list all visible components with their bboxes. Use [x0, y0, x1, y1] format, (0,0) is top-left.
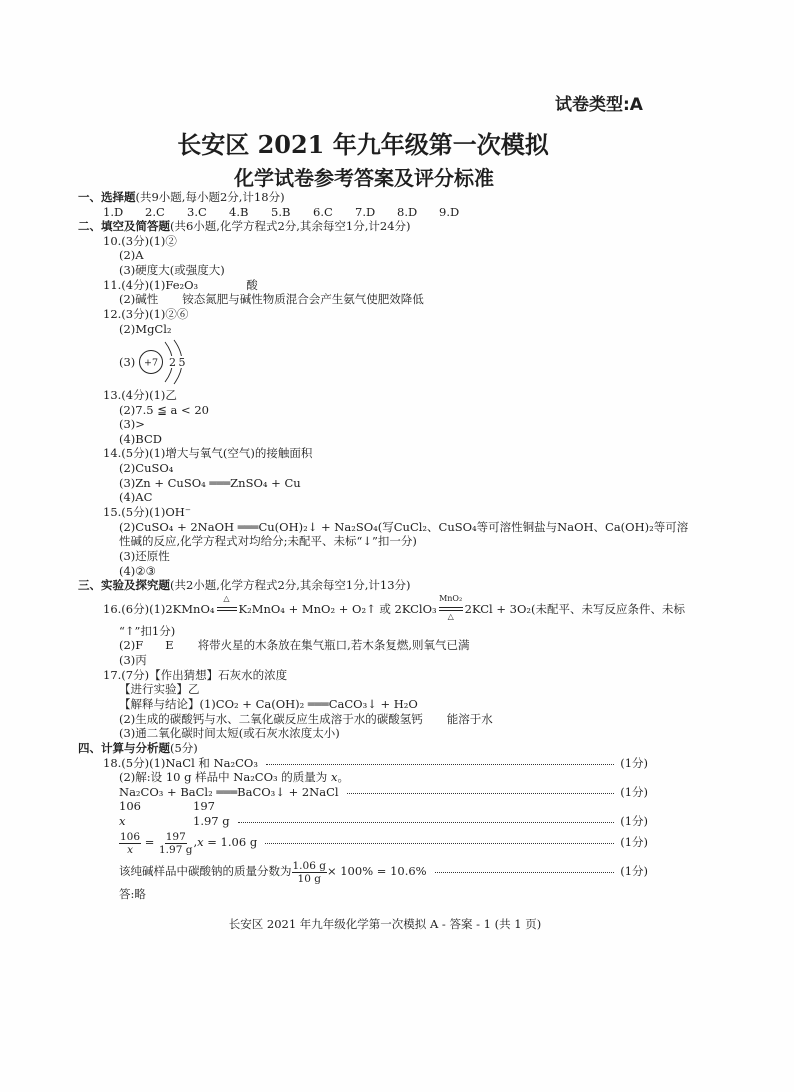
score-label: (1分) [620, 835, 648, 849]
fraction-1 [119, 831, 141, 856]
heat-symbol: △ [447, 612, 454, 621]
choice-answer: 7.D [355, 205, 376, 219]
unknown-mass: x [119, 814, 126, 828]
heat-symbol: △ [223, 594, 230, 603]
q11-answer-1: 11.(4分)(1)Fe₂O₃ [103, 278, 199, 292]
fraction-3-denominator: 10 g [297, 872, 321, 885]
q14-line-3: (3)Zn + CuSO₄ ═══ZnSO₄ + Cu [119, 476, 301, 490]
q15-line-2-continued: 性碱的反应,化学方程式对均给分;未配平、未标“↓”扣一分) [119, 534, 417, 548]
q12-line-3-label: (3) [119, 355, 136, 369]
q18-quantity-line [119, 814, 648, 828]
result-separator: , [193, 835, 198, 849]
fraction-2 [158, 831, 193, 856]
section-4-title: 四、计算与分析题 [78, 741, 170, 755]
equals-sign: = [141, 835, 158, 849]
result-value: = 1.06 g [203, 835, 258, 849]
molar-mass-baco3: 197 [193, 799, 215, 813]
q18-quantity-values [119, 814, 230, 828]
q16-line-2 [119, 638, 470, 652]
score-label: (1分) [620, 756, 648, 770]
reaction-condition-catalyst-heat [439, 594, 463, 621]
q17-line-1: 17.(7分)【作出猜想】石灰水的浓度 [103, 668, 288, 682]
percentage-label: 该纯碱样品中碳酸钠的质量分数为 [119, 864, 292, 878]
result-variable: x [197, 835, 204, 849]
q15-line-3: (3)还原性 [119, 549, 170, 563]
section-4-note: (5分) [170, 741, 198, 755]
choice-answer: 3.C [187, 205, 207, 219]
q18-line-1 [103, 756, 648, 770]
molar-mass-na2co3: 106 [119, 799, 141, 813]
electron-shell-2-count: 5 [178, 356, 186, 369]
score-label: (1分) [620, 785, 648, 799]
q16-answer-2b: E [165, 638, 174, 652]
q15-line-2: (2)CuSO₄ + 2NaOH ═══Cu(OH)₂↓ + Na₂SO₄(写CuCl₂、CuSO₄等可溶性铜盐与NaOH、Ca(OH)₂等可溶 [119, 520, 689, 534]
section-1-heading [78, 190, 285, 204]
q18-percentage [119, 857, 427, 885]
q14-line-1: 14.(5分)(1)增大与氧气(空气)的接触面积 [103, 446, 313, 460]
section-3-heading [78, 578, 411, 592]
q17-line-4 [119, 712, 493, 726]
fraction-1-denominator: x [127, 843, 133, 856]
exam-title: 长安区 2021 年九年级第一次模拟 [177, 130, 549, 159]
fraction-3-numerator: 1.06 g [292, 859, 326, 872]
double-equals-line [217, 607, 237, 611]
section-1-note: (共9小题,每小题2分,计18分) [135, 190, 285, 204]
electron-shell-1-count: 2 [169, 356, 176, 369]
nucleus-charge: +7 [143, 357, 159, 369]
dotted-leader [435, 872, 615, 873]
section-1-title: 一、选择题 [78, 190, 136, 204]
fraction-3 [292, 860, 327, 885]
q14-line-4: (4)AC [119, 490, 153, 504]
given-mass: 1.97 g [193, 814, 230, 828]
atom-structure-diagram [138, 338, 194, 388]
choice-answer: 2.C [145, 205, 165, 219]
q18-line-2 [119, 770, 349, 784]
q12-line-2: (2)MgCl₂ [119, 322, 172, 336]
q18-answer-line: 答:略 [119, 887, 146, 901]
dotted-leader [347, 793, 615, 794]
page-footer: 长安区 2021 年九年级化学第一次模拟 A - 答案 - 1 (共 1 页) [228, 917, 542, 931]
q13-line-3: (3)> [119, 417, 145, 431]
q18-equation-line [119, 785, 648, 799]
q18-equation: Na₂CO₃ + BaCl₂ ═══BaCO₃↓ + 2NaCl [119, 785, 339, 799]
q16-line-1-continued: “↑”扣1分) [119, 624, 176, 638]
q11-answer-2b: 铵态氮肥与碱性物质混合会产生氨气使肥效降低 [182, 292, 424, 306]
q16-line-1 [103, 594, 686, 621]
section-2-title: 二、填空及简答题 [78, 219, 170, 233]
q18-proportion [119, 828, 257, 856]
q17-line-5: (3)通二氧化碳时间太短(或石灰水浓度太小) [119, 726, 340, 740]
q17-line-2: 【进行实验】乙 [119, 682, 200, 696]
q16-part-2: K₂MnO₄ + MnO₂ + O₂↑ 或 2KClO₃ [238, 602, 437, 616]
choice-answers [103, 205, 481, 219]
dotted-leader [265, 843, 614, 844]
exam-subtitle: 化学试卷参考答案及评分标准 [234, 166, 494, 190]
choice-answer: 9.D [439, 205, 460, 219]
q10-line-2: (2)A [119, 248, 144, 262]
percentage-result: × 100% = 10.6% [326, 864, 427, 878]
q17-answer-4a: (2)生成的碳酸钙与水、二氧化碳反应生成溶于水的碳酸氢钙 [119, 712, 423, 726]
section-2-heading [78, 219, 411, 233]
q12-line-1: 12.(3分)(1)②⑥ [103, 307, 189, 321]
q18-answer-1: 18.(5分)(1)NaCl 和 Na₂CO₃ [103, 756, 258, 770]
q16-part-3: 2KCl + 3O₂(未配平、未写反应条件、未标 [464, 602, 686, 616]
q15-line-4: (4)②③ [119, 564, 156, 578]
paper-type-label: 试卷类型:A [555, 95, 643, 115]
choice-answer: 6.C [313, 205, 333, 219]
q11-line-2 [119, 292, 424, 306]
section-3-title: 三、实验及探究题 [78, 578, 170, 592]
q18-setup-variable: x [330, 770, 338, 784]
fraction-2-numerator: 197 [165, 830, 186, 843]
dotted-leader [266, 764, 614, 765]
q16-part-1: 16.(6分)(1)2KMnO₄ [103, 602, 215, 616]
q14-line-2: (2)CuSO₄ [119, 461, 174, 475]
section-3-note: (共2小题,化学方程式2分,其余每空1分,计13分) [170, 578, 411, 592]
double-equals-line [439, 607, 463, 611]
q11-line-1 [103, 278, 258, 292]
section-2-note: (共6小题,化学方程式2分,其余每空1分,计24分) [170, 219, 411, 233]
q16-answer-2c: 将带火星的木条放在集气瓶口,若木条复燃,则氧气已满 [197, 638, 470, 652]
choice-answer: 1.D [103, 205, 124, 219]
q10-line-3: (3)硬度大(或强度大) [119, 263, 225, 277]
score-label: (1分) [620, 864, 648, 878]
q13-line-2: (2)7.5 ≦ a < 20 [119, 403, 209, 417]
q11-answer-1b: 酸 [246, 278, 258, 292]
fraction-2-denominator: 1.97 g [159, 843, 193, 856]
q17-answer-4b: 能溶于水 [446, 712, 493, 726]
q18-setup-text: (2)解:设 10 g 样品中 Na₂CO₃ 的质量为 [119, 770, 331, 784]
choice-answer: 8.D [397, 205, 418, 219]
q13-line-4: (4)BCD [119, 432, 162, 446]
q18-percentage-line [119, 857, 648, 885]
q10-line-1: 10.(3分)(1)② [103, 234, 177, 248]
dotted-leader [238, 822, 615, 823]
q18-molar-mass-line [119, 799, 215, 813]
q16-line-3: (3)丙 [119, 653, 147, 667]
choice-answer: 5.B [271, 205, 291, 219]
q15-line-1: 15.(5分)(1)OH⁻ [103, 505, 191, 519]
section-4-heading [78, 741, 198, 755]
q17-line-3: 【解释与结论】(1)CO₂ + Ca(OH)₂ ═══CaCO₃↓ + H₂O [119, 697, 418, 711]
choice-answer: 4.B [229, 205, 249, 219]
reaction-condition-heat [217, 594, 237, 616]
q18-setup-end: 。 [337, 770, 349, 784]
catalyst-label: MnO₂ [439, 594, 463, 603]
q16-answer-2a: (2)F [119, 638, 144, 652]
q13-line-1: 13.(4分)(1)乙 [103, 388, 177, 402]
q11-answer-2: (2)碱性 [119, 292, 159, 306]
score-label: (1分) [620, 814, 648, 828]
q18-proportion-line [119, 828, 648, 856]
fraction-1-numerator: 106 [120, 830, 141, 843]
